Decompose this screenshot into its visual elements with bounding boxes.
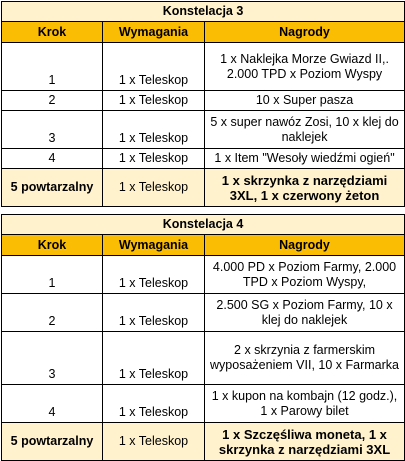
- requirement-cell: 1 x Teleskop: [103, 149, 205, 169]
- requirement-cell: 1 x Teleskop: [103, 43, 205, 91]
- table-title: Konstelacja 3: [2, 2, 405, 22]
- header-row: [2, 235, 405, 256]
- reward-cell: 1 x Naklejka Morze Gwiazd II,. 2.000 TPD x Poziom Wyspy: [205, 43, 405, 91]
- table-row: [2, 149, 405, 169]
- requirement-cell: 1 x Teleskop: [103, 385, 205, 423]
- reward-cell: 1 x Szczęśliwa moneta, 1 x skrzynka z narzędziami 3XL: [205, 423, 405, 461]
- requirement-cell: 1 x Teleskop: [103, 111, 205, 149]
- step-cell: 2: [2, 91, 103, 111]
- reward-cell: 1 x Item "Wesoły wiedźmi ogień": [205, 149, 405, 169]
- step-cell: 5 powtarzalny: [2, 423, 103, 461]
- table-title-row: [2, 215, 405, 235]
- reward-cell: 1 x skrzynka z narzędziami 3XL, 1 x czerwony żeton: [205, 169, 405, 207]
- constellation-3-table: [1, 1, 405, 207]
- header-row: [2, 22, 405, 43]
- step-cell: 1: [2, 43, 103, 91]
- reward-cell: 1 x kupon na kombajn (12 godz.), 1 x Parowy bilet: [205, 385, 405, 423]
- step-cell: 4: [2, 149, 103, 169]
- column-header-step: Krok: [2, 22, 103, 43]
- requirement-cell: 1 x Teleskop: [103, 294, 205, 332]
- table-row-repeatable: [2, 423, 405, 461]
- column-header-step: Krok: [2, 235, 103, 256]
- requirement-cell: 1 x Teleskop: [103, 256, 205, 294]
- reward-cell: 2 x skrzynia z farmerskim wyposażeniem VII, 10 x Farmarka: [205, 332, 405, 385]
- table-title: Konstelacja 4: [2, 215, 405, 235]
- table-row: [2, 294, 405, 332]
- column-header-requirements: Wymagania: [103, 22, 205, 43]
- requirement-cell: 1 x Teleskop: [103, 423, 205, 461]
- column-header-rewards: Nagrody: [205, 22, 405, 43]
- requirement-cell: 1 x Teleskop: [103, 91, 205, 111]
- step-cell: 3: [2, 111, 103, 149]
- table-row-repeatable: [2, 169, 405, 207]
- step-cell: 1: [2, 256, 103, 294]
- table-row: [2, 91, 405, 111]
- table-row: [2, 111, 405, 149]
- step-cell: 3: [2, 332, 103, 385]
- table-row: [2, 43, 405, 91]
- reward-cell: 5 x super nawóz Zosi, 10 x klej do naklejek: [205, 111, 405, 149]
- step-cell: 2: [2, 294, 103, 332]
- column-header-rewards: Nagrody: [205, 235, 405, 256]
- table-row: [2, 256, 405, 294]
- step-cell: 4: [2, 385, 103, 423]
- requirement-cell: 1 x Teleskop: [103, 332, 205, 385]
- table-title-row: [2, 2, 405, 22]
- table-row: [2, 385, 405, 423]
- step-cell: 5 powtarzalny: [2, 169, 103, 207]
- constellation-4-table: [1, 214, 405, 461]
- table-row: [2, 332, 405, 385]
- column-header-requirements: Wymagania: [103, 235, 205, 256]
- reward-cell: 4.000 PD x Poziom Farmy, 2.000 TPD x Poziom Wyspy,: [205, 256, 405, 294]
- reward-cell: 10 x Super pasza: [205, 91, 405, 111]
- reward-cell: 2.500 SG x Poziom Farmy, 10 x klej do naklejek: [205, 294, 405, 332]
- requirement-cell: 1 x Teleskop: [103, 169, 205, 207]
